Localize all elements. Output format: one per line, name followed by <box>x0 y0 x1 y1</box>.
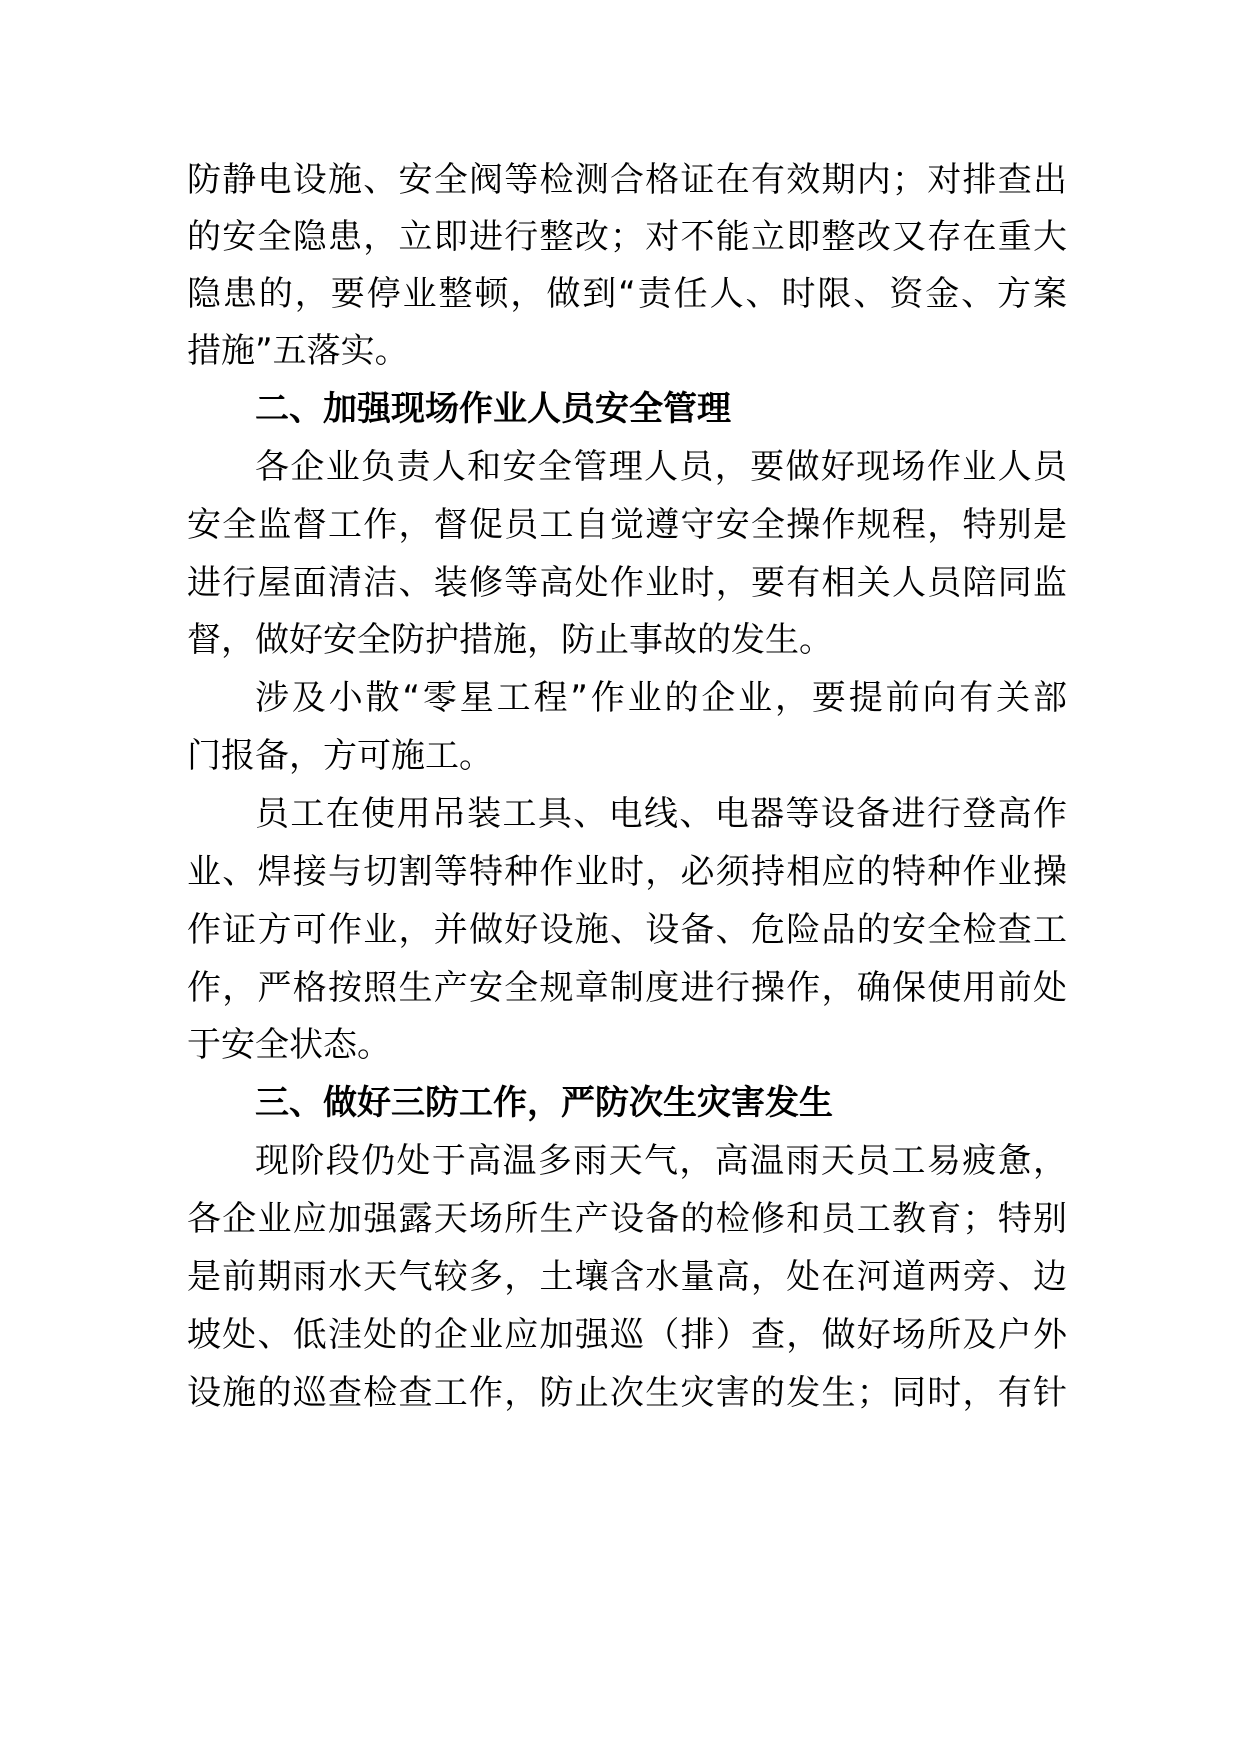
paragraph-line: 作，严格按照生产安全规章制度进行操作，确保使用前处 <box>187 968 1067 1008</box>
paragraph-line: 督，做好安全防护措施，防止事故的发生。 <box>187 620 833 660</box>
paragraph-line: 门报备，方可施工。 <box>187 736 493 776</box>
paragraph-line: 现阶段仍处于高温多雨天气，高温雨天员工易疲惫， <box>255 1141 1067 1181</box>
paragraph-line: 防静电设施、安全阀等检测合格证在有效期内；对排查出 <box>187 160 1067 200</box>
section-heading: 三、做好三防工作，严防次生灾害发生 <box>255 1083 833 1123</box>
paragraph-line: 于安全状态。 <box>187 1025 391 1065</box>
paragraph-line: 业、焊接与切割等特种作业时，必须持相应的特种作业操 <box>187 852 1067 892</box>
paragraph-line: 坡处、低洼处的企业应加强巡（排）查，做好场所及户外 <box>187 1315 1067 1355</box>
paragraph-line: 各企业应加强露天场所生产设备的检修和员工教育；特别 <box>187 1199 1067 1239</box>
paragraph-line: 各企业负责人和安全管理人员，要做好现场作业人员 <box>255 447 1067 487</box>
paragraph-line: 进行屋面清洁、装修等高处作业时，要有相关人员陪同监 <box>187 563 1067 603</box>
paragraph-line: 员工在使用吊装工具、电线、电器等设备进行登高作 <box>255 794 1067 834</box>
section-heading: 二、加强现场作业人员安全管理 <box>255 389 731 429</box>
paragraph-line: 作证方可作业，并做好设施、设备、危险品的安全检查工 <box>187 910 1067 950</box>
paragraph-line: 措施”五落实。 <box>187 331 409 371</box>
paragraph-line: 设施的巡查检查工作，防止次生灾害的发生；同时，有针 <box>187 1373 1067 1413</box>
paragraph-line: 是前期雨水天气较多，土壤含水量高，处在河道两旁、边 <box>187 1257 1067 1297</box>
paragraph-line: 的安全隐患，立即进行整改；对不能立即整改又存在重大 <box>187 217 1067 257</box>
paragraph-line: 隐患的，要停业整顿，做到“责任人、时限、资金、方案 <box>187 274 1067 314</box>
paragraph-line: 安全监督工作，督促员工自觉遵守安全操作规程，特别是 <box>187 505 1067 545</box>
paragraph-line: 涉及小散“零星工程”作业的企业，要提前向有关部 <box>255 678 1067 718</box>
